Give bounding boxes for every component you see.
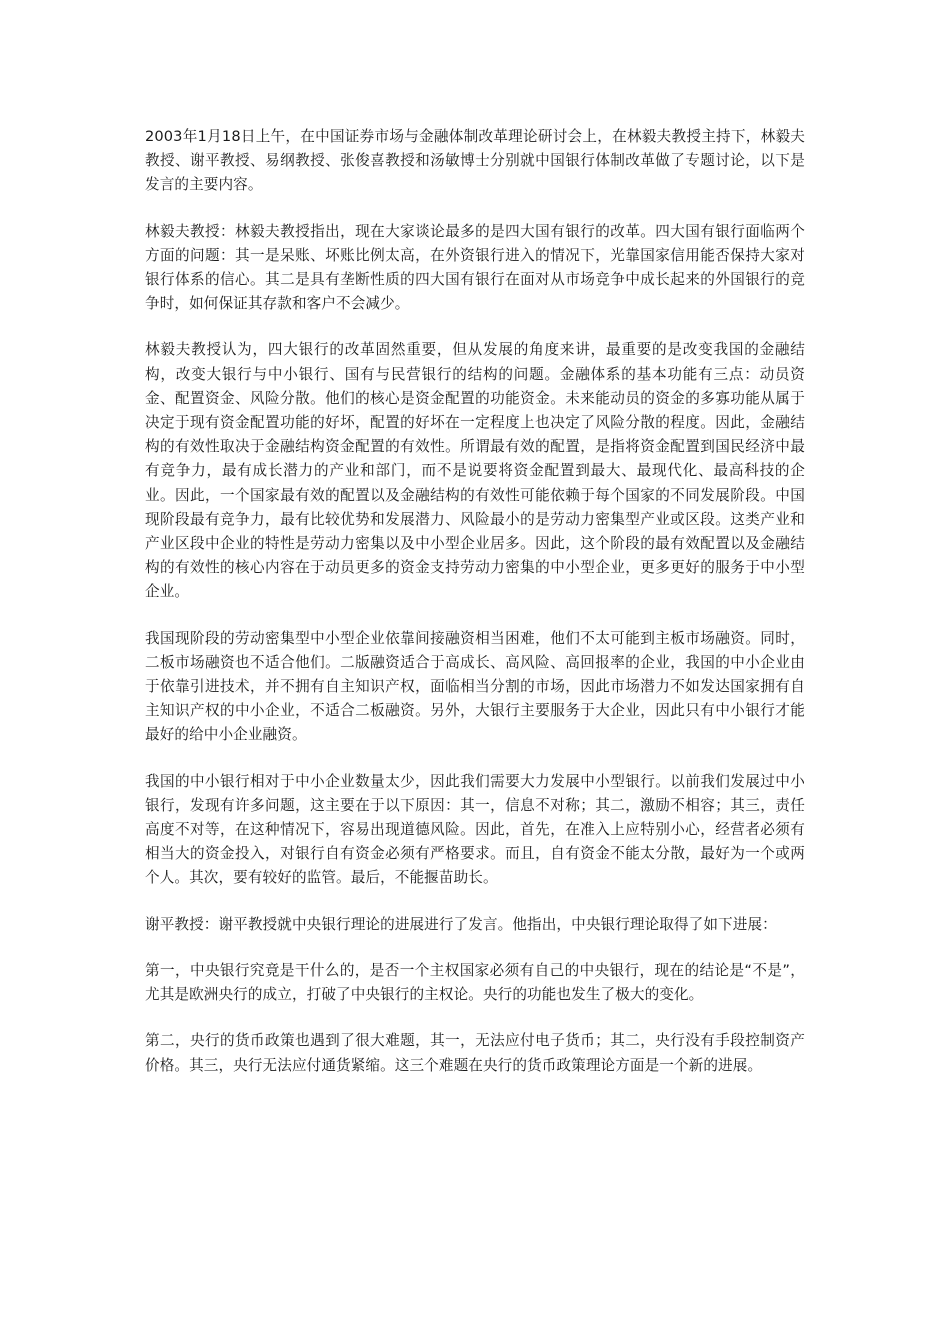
paragraph-intro: 2003年1月18日上午，在中国证券市场与金融体制改革理论研讨会上，在林毅夫教授主持下，林毅夫教授、谢平教授、易纲教授、张俊喜教授和汤敏博士分别就中国银行体制改革做了专题讨论，以下是发言的主要内容。	[145, 128, 805, 194]
paragraph-sme-financing: 我国现阶段的劳动密集型中小型企业依靠间接融资相当困难，他们不太可能到主板市场融资。同时，二板市场融资也不适合他们。二版融资适合于高成长、高风险、高回报率的企业，我国的中小企业由于依靠引进技术，并不拥有自主知识产权，面临相当分割的市场，因此市场潜力不如发达国家拥有自主知识产权的中小企业，不适合二板融资。另外，大银行主要服务于大企业，因此只有中小银行才能最好的给中小企业融资。	[145, 629, 805, 744]
paragraph-xie-ping-intro: 谢平教授：谢平教授就中央银行理论的进展进行了发言。他指出，中央银行理论取得了如下进展：	[145, 915, 777, 933]
document-body	[145, 125, 805, 1100]
paragraph-point-two: 第二，央行的货币政策也遇到了很大难题，其一，无法应付电子货币；其二，央行没有手段控制资产价格。其三，央行无法应付通货紧缩。这三个难题在央行的货币政策理论方面是一个新的进展。	[145, 1032, 805, 1074]
paragraph-point-one: 第一，中央银行究竟是干什么的，是否一个主权国家必须有自己的中央银行，现在的结论是“不是”，尤其是欧洲央行的成立，打破了中央银行的主权论。央行的功能也发生了极大的变化。	[145, 961, 805, 1004]
paragraph-lin-yifu-1: 林毅夫教授：林毅夫教授指出，现在大家谈论最多的是四大国有银行的改革。四大国有银行面临两个方面的问题：其一是呆账、坏账比例太高，在外资银行进入的情况下，光靠国家信用能否保持大家对银行体系的信心。其二是具有垄断性质的四大国有银行在面对从市场竞争中成长起来的外国银行的竞争时，如何保证其存款和客户不会减少。	[145, 222, 805, 313]
paragraph-lin-yifu-2: 林毅夫教授认为，四大银行的改革固然重要，但从发展的角度来讲，最重要的是改变我国的金融结构，改变大银行与中小银行、国有与民营银行的结构的问题。金融体系的基本功能有三点：动员资金、配置资金、风险分散。他们的核心是资金配置的功能资金。未来能动员的资金的多寡功能从属于决定于现有资金配置功能的好坏，配置的好坏在一定程度上也决定了风险分散的程度。因此，金融结构的有效性取决于金融结构资金配置的有效性。所谓最有效的配置，是指将资金配置到国民经济中最有竞争力，最有成长潜力的产业和部门，而不是说要将资金配置到最大、最现代化、最高科技的企业。因此，一个国家最有效的配置以及金融结构的有效性可能依赖于每个国家的不同发展阶段。中国现阶段最有竞争力，最有比较优势和发展潜力、风险最小的是劳动力密集型产业或区段。这类产业和产业区段中企业的特性是劳动力密集以及中小型企业居多。因此，这个阶段的最有效配置以及金融结构的有效性的核心内容在于动员更多的资金支持劳动力密集的中小型企业，更多更好的服务于中小型企业。	[145, 341, 805, 601]
paragraph-small-banks: 我国的中小银行相对于中小企业数量太少，因此我们需要大力发展中小型银行。以前我们发展过中小银行，发现有许多问题，这主要在于以下原因：其一，信息不对称；其二，激励不相容；其三，责任高度不对等，在这种情况下，容易出现道德风险。因此，首先，在准入上应特别小心，经营者必须有相当大的资金投入，对银行自有资金必须有严格要求。而且，自有资金不能太分散，最好为一个或两个人。其次，要有较好的监管。最后，不能揠苗助长。	[145, 772, 805, 887]
